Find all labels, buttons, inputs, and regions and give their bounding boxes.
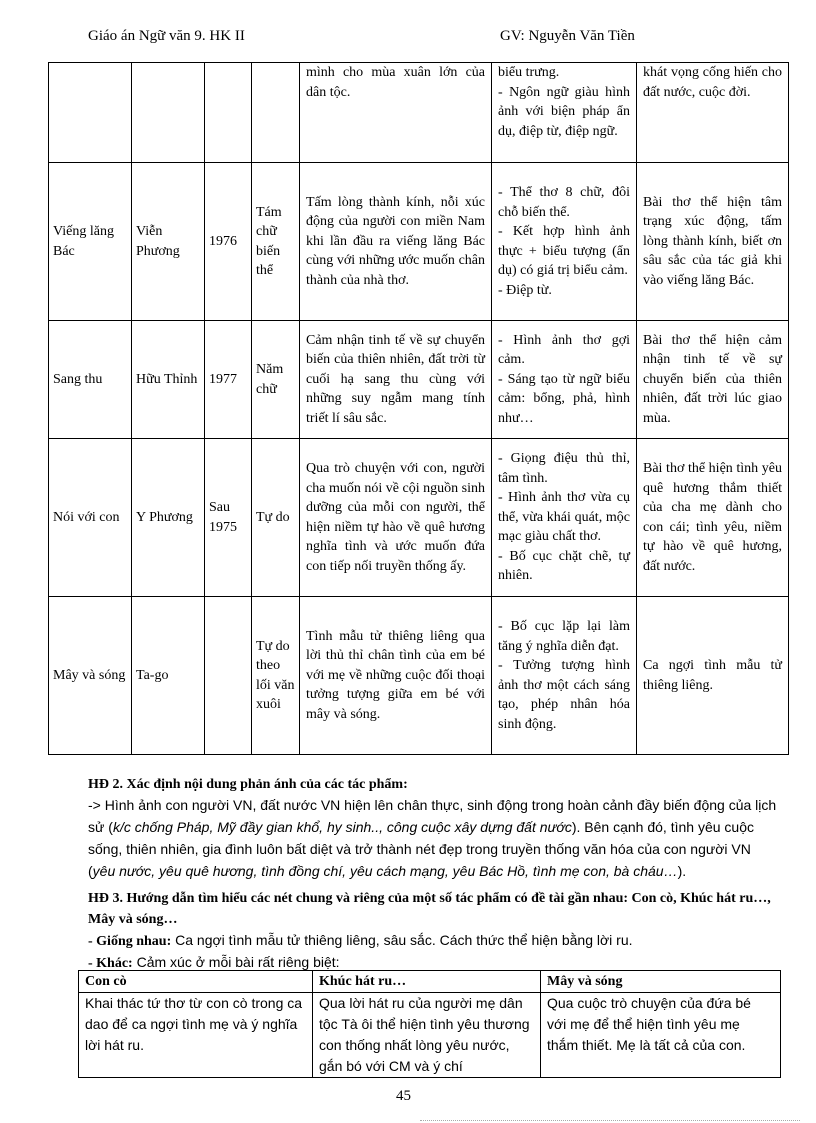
work-art: - Bố cục lặp lại làm tăng ý nghĩa diễn đạt. - Tưởng tượng hình ảnh thơ một cách sáng tạo, phép nhân hóa sinh động. [492, 597, 637, 755]
table-row [49, 597, 789, 755]
work-author: Hữu Thỉnh [132, 321, 205, 439]
work-title: Viếng lăng Bác [49, 163, 132, 321]
work-content: mình cho mùa xuân lớn của dân tộc. [300, 63, 492, 163]
work-art: biểu trưng. - Ngôn ngữ giàu hình ảnh với biện pháp ẩn dụ, điệp từ, điệp ngữ. [492, 63, 637, 163]
work-year [205, 63, 252, 163]
compare-header: Khúc hát ru… [313, 971, 541, 993]
same-label: - Giống nhau: [88, 934, 172, 949]
work-form: Tám chữ biến thể [252, 163, 300, 321]
compare-cell: Khai thác tứ thơ từ con cò trong ca dao để ca ngợi tình mẹ và ý nghĩa lời hát ru. [79, 993, 313, 1078]
header-right: GV: Nguyễn Văn Tiền [500, 28, 635, 44]
page-number: 45 [396, 1088, 411, 1104]
work-year [205, 597, 252, 755]
work-form: Tự do theo lối văn xuôi [252, 597, 300, 755]
table-row [49, 63, 789, 163]
work-author: Ta-go [132, 597, 205, 755]
section-2-italic-b: yêu nước, yêu quê hương, tình đồng chí, yêu cách mạng, yêu Bác Hồ, tình mẹ con, bà cháu… [92, 863, 678, 879]
work-author [132, 63, 205, 163]
work-meaning: Bài thơ thể hiện tâm trạng xúc động, tấm lòng thành kính, biết ơn sâu sắc của tác giả khi vào viếng lăng Bác. [637, 163, 789, 321]
section-2-text-b: ). Bên cạnh đó, tình yêu cuộc sống, thiên nhiên, gia đình luôn bất diệt và trở thành nét đẹp trong truyền thống văn hóa của con người VN ( [88, 819, 754, 879]
diff-text: Cảm xúc ở mỗi bài rất riêng biệt: [132, 954, 340, 970]
table-row [49, 439, 789, 597]
work-year: 1976 [205, 163, 252, 321]
work-meaning: Ca ngợi tình mẫu tử thiêng liêng. [637, 597, 789, 755]
work-title [49, 63, 132, 163]
section-2-italic-a: k/c chống Pháp, Mỹ đầy gian khổ, hy sinh.., công cuộc xây dựng đất nước [112, 819, 572, 835]
work-art: - Thể thơ 8 chữ, đôi chỗ biến thể. - Kết hợp hình ảnh thực + biểu tượng (ẩn dụ) có giá trị biểu cảm. - Điệp từ. [492, 163, 637, 321]
table-row [49, 321, 789, 439]
table-row [79, 971, 781, 993]
work-content: Cảm nhận tinh tế về sự chuyển biến của thiên nhiên, đất trời từ cuối hạ sang thu cùng với những suy ngẫm mang tính triết lí sâu sắc. [300, 321, 492, 439]
work-year: Sau 1975 [205, 439, 252, 597]
work-form [252, 63, 300, 163]
table-row [79, 993, 781, 1078]
table-row [49, 163, 789, 321]
section-3 [88, 888, 778, 974]
work-author: Y Phương [132, 439, 205, 597]
work-year: 1977 [205, 321, 252, 439]
work-title: Nói với con [49, 439, 132, 597]
work-title: Sang thu [49, 321, 132, 439]
diff-label: - Khác: [88, 956, 133, 971]
work-content: Tình mẫu tử thiêng liêng qua lời thủ thỉ chân tình của em bé với mẹ về những cuộc đối thoại tưởng tượng giữa em bé với mây và sóng. [300, 597, 492, 755]
compare-header: Con cò [79, 971, 313, 993]
work-art: - Hình ảnh thơ gợi cảm. - Sáng tạo từ ngữ biểu cảm: bổng, phả, hình như… [492, 321, 637, 439]
section-3-heading: HĐ 3. Hướng dẫn tìm hiểu các nét chung và riêng của một số tác phẩm có đề tài gần nhau: Con cò, Khúc hát ru…, Mây và sóng… [88, 891, 771, 927]
work-content: Qua trò chuyện với con, người cha muốn nói về cội nguồn sinh dưỡng của mỗi con người, thể hiện niềm tự hào về quê hương nghĩa tình và ước muốn đứa con tiếp nối truyền thống ấy. [300, 439, 492, 597]
work-author: Viễn Phương [132, 163, 205, 321]
compare-cell: Qua lời hát ru của người mẹ dân tộc Tà ôi thể hiện tình yêu thương con thống nhất lòng yêu nước, gắn bó với CM và ý chí [313, 993, 541, 1078]
same-text: Ca ngợi tình mẫu tử thiêng liêng, sâu sắc. Cách thức thể hiện bằng lời ru. [171, 932, 633, 948]
header-left: Giáo án Ngữ văn 9. HK II [88, 28, 245, 44]
work-meaning: Bài thơ thể hiện cảm nhận tinh tế về sự chuyển biến của thiên nhiên, đất trời lúc giao mùa. [637, 321, 789, 439]
compare-header: Mây và sóng [541, 971, 781, 993]
work-form: Tự do [252, 439, 300, 597]
work-title: Mây và sóng [49, 597, 132, 755]
work-content: Tấm lòng thành kính, nỗi xúc động của người con miền Nam khi lần đầu ra viếng lăng Bác cùng với những ước muốn chân thành của nhà thơ. [300, 163, 492, 321]
works-table [48, 62, 789, 755]
section-2 [88, 774, 778, 883]
section-2-heading: HĐ 2. Xác định nội dung phản ánh của các tác phẩm: [88, 777, 408, 792]
work-meaning: Bài thơ thể hiện tình yêu quê hương thắm thiết của cha mẹ dành cho con cái; tình yêu, niềm tự hào về quê hương, đất nước. [637, 439, 789, 597]
work-art: - Giọng điệu thủ thỉ, tâm tình. - Hình ảnh thơ vừa cụ thể, vừa khái quát, mộc mạc giàu chất thơ. - Bố cục chặt chẽ, tự nhiên. [492, 439, 637, 597]
compare-cell: Qua cuộc trò chuyện của đứa bé với mẹ để thể hiện tình yêu mẹ thắm thiết. Mẹ là tất cả của con. [541, 993, 781, 1078]
work-form: Năm chữ [252, 321, 300, 439]
footer-divider [420, 1120, 800, 1121]
compare-table [78, 970, 781, 1078]
section-2-text-a: -> Hình ảnh con người VN, đất nước VN hiện lên chân thực, sinh động trong hoàn cảnh đầy biến động của lịch sử ( [88, 797, 777, 835]
work-meaning: khát vọng cống hiến cho đất nước, cuộc đời. [637, 63, 789, 163]
section-2-text-c: ). [677, 863, 687, 879]
